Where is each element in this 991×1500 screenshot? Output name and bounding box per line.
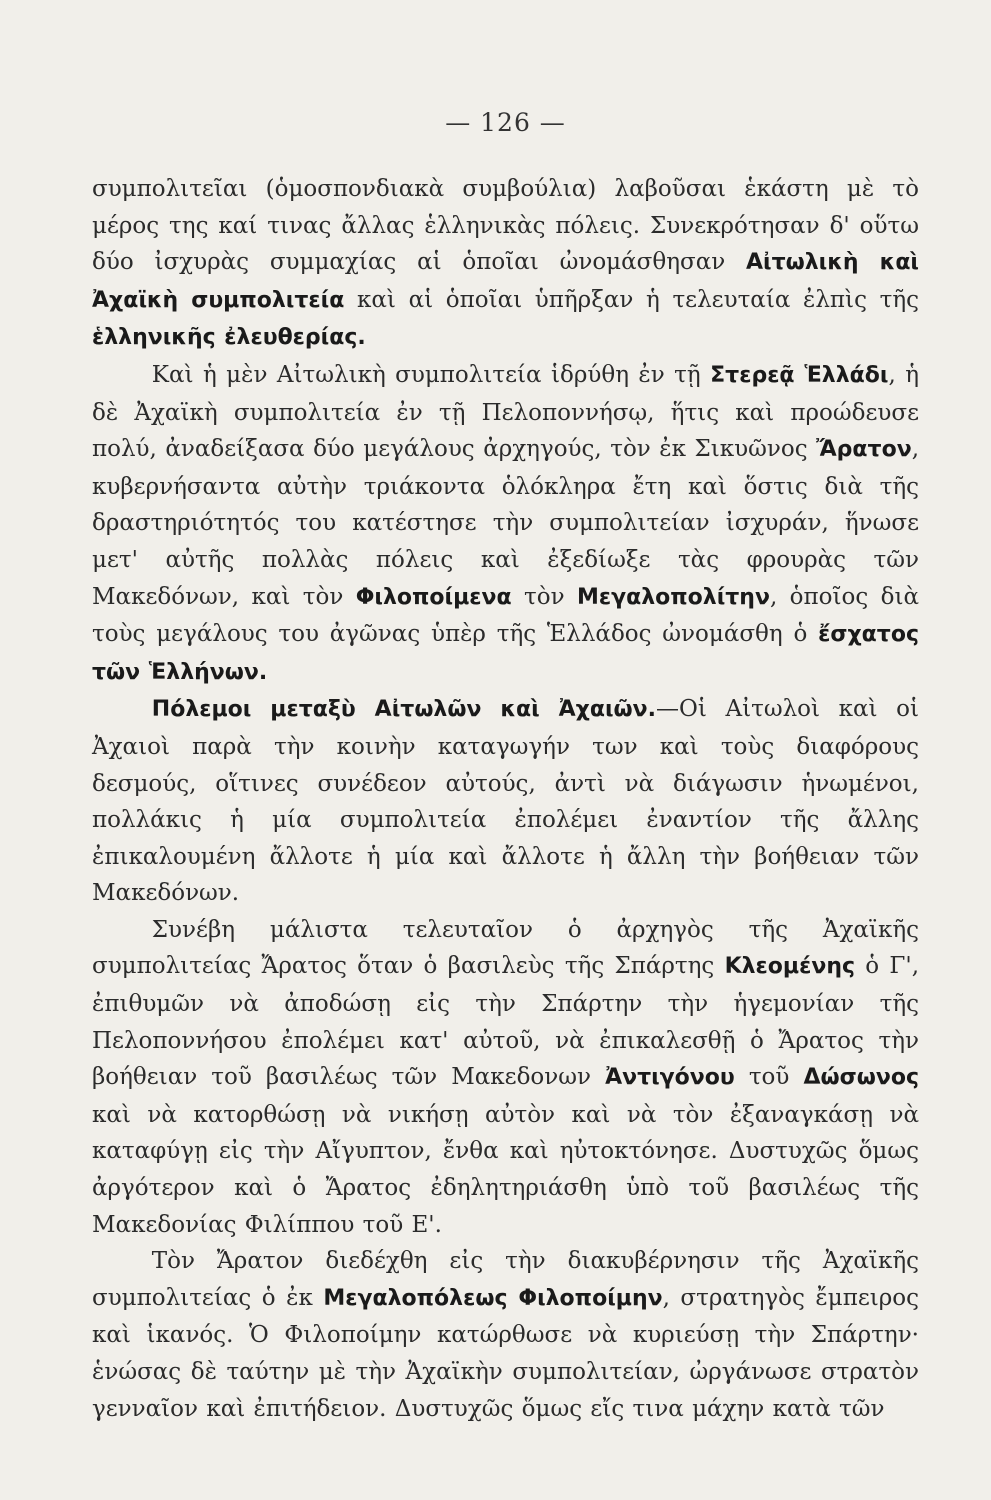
bold-term: Κλεομένης bbox=[724, 954, 856, 980]
text-run: , στρατηγὸς ἔμπειρος καὶ ἱκανός. Ὁ Φιλοποίμην κατώρθωσε νὰ κυριεύσῃ τὴν Σπάρτην· ἑνώσας δὲ ταύτην μὲ τὴν Ἀχαϊκὴν συμπολιτείαν, ὠργάνωσε στρατὸν γενναῖον καὶ ἐπιτήδειον. Δυστυχῶς ὅμως εἴς τινα μάχην κατὰ τῶν bbox=[92, 1284, 919, 1422]
text-run: , ἡ δὲ Ἀχαϊκὴ συμπολιτεία ἐν τῇ Πελοποννήσῳ, ἥτις καὶ προώδευσε πολύ, ἀναδείξασα δύο μεγάλους ἀρχηγούς, τὸν ἐκ Σικυῶνος bbox=[92, 361, 919, 463]
text-run: Καὶ ἡ μὲν Αἰτωλικὴ συμπολιτεία ἱδρύθη ἐν τῇ bbox=[151, 361, 711, 388]
bold-term: ἑλληνικῆς ἐλευθερίας. bbox=[92, 325, 366, 351]
bold-term: Ἄρατον bbox=[816, 437, 912, 463]
text-run: Συνέβη μάλιστα τελευταῖον ὁ ἀρχηγὸς τῆς Ἀχαϊκῆς συμπολιτείας Ἄρατος ὅταν ὁ βασιλεὺς τῆς Σπάρτης bbox=[92, 916, 919, 980]
text-run: καὶ νὰ κατορθώσῃ νὰ νικήσῃ αὐτὸν καὶ νὰ τὸν ἐξαναγκάσῃ νὰ καταφύγῃ εἰς τὴν Αἴγυπτον, ἔνθα καὶ ηὐτοκτόνησε. Δυστυχῶς ὅμως ἀργότερον καὶ ὁ Ἄρατος ἐδηλητηριάσθη ὑπὸ τοῦ βασιλέως τῆς Μακεδονίας Φιλίππου τοῦ Ε'. bbox=[92, 1101, 919, 1238]
section-heading: Πόλεμοι μεταξὺ Αἰτωλῶν καὶ Ἀχαιῶν. bbox=[151, 697, 657, 723]
text-run: συμπολιτεῖαι (ὁμοσπονδιακὰ συμβούλια) λαβοῦσαι ἑκάστη μὲ τὸ μέρος της καί τινας ἄλλας ἑλληνικὰς πόλεις. Συνεκρότησαν δ' οὕτω δύο ἰσχυρὰς συμμαχίας αἱ ὁποῖαι ὠνομάσθησαν bbox=[92, 176, 919, 276]
text-run: καὶ αἱ ὁποῖαι ὑπῆρξαν ἡ τελευταία ἐλπὶς τῆς bbox=[344, 286, 919, 313]
bold-term: Μεγαλοπολίτην bbox=[576, 584, 770, 610]
bold-term: ἔσχατος τῶν Ἑλλήνων. bbox=[92, 622, 919, 685]
bold-term: Στερεᾷ Ἑλλάδι bbox=[710, 362, 889, 388]
text-run: , κυβερνήσαντα αὐτὴν τριάκοντα ὁλόκληρα ἔτη καὶ ὅστις διὰ τῆς δραστηριότητός του κατέστησε τὴν συμπολιτείαν ἰσχυράν, ἥνωσε μετ' αὐτῆς πολλὰς πόλεις καὶ ἐξεδίωξε τὰς φρουρὰς τῶν Μακεδόνων, καὶ τὸν bbox=[92, 436, 919, 610]
bold-term: Δώσωνος bbox=[803, 1065, 919, 1091]
text-run: —Οἱ Αἰτωλοὶ καὶ οἱ Ἀχαιοὶ παρὰ τὴν κοινὴν καταγωγήν των καὶ τοὺς διαφόρους δεσμούς, οἵτινες συνέδεον αὐτούς, ἀντὶ νὰ διάγωσιν ἡνωμένοι, πολλάκις ἡ μία συμπολιτεία ἐπολέμει ἐναντίον τῆς ἄλλης ἐπικαλουμένη ἄλλοτε ἡ μία καὶ ἄλλοτε ἡ ἄλλη τὴν βοήθειαν τῶν Μακεδόνων. bbox=[92, 696, 920, 907]
text-run: τὸν bbox=[511, 583, 577, 610]
text-run: , ὁποῖος διὰ τοὺς μεγάλους του ἀγῶνας ὑπὲρ τῆς Ἑλλάδος ὠνομάσθη ὁ bbox=[92, 583, 919, 648]
page-number: — 126 — bbox=[445, 108, 566, 137]
text-run: ὁ Γ', ἐπιθυμῶν νὰ ἀποδώσῃ εἰς τὴν Σπάρτην τὴν ἡγεμονίαν τῆς Πελοποννήσου ἐπολέμει κατ' αὐτοῦ, νὰ ἐπικαλεσθῇ ὁ Ἄρατος τὴν βοήθειαν τοῦ βασιλέως τῶν Μακεδονων bbox=[92, 953, 920, 1091]
paragraph-3 bbox=[92, 691, 919, 912]
bold-term: Ἀντιγόνου bbox=[605, 1065, 735, 1091]
paragraph-5 bbox=[92, 1243, 919, 1427]
paragraph-2 bbox=[92, 357, 919, 691]
bold-term: Φιλοποίμενα bbox=[355, 584, 512, 610]
bold-term: Μεγαλοπόλεως Φιλοποίμην bbox=[323, 1285, 663, 1311]
text-run: τοῦ bbox=[734, 1064, 804, 1091]
paragraph-4 bbox=[92, 912, 919, 1243]
bold-term: Αἰτωλικὴ καὶ Ἀχαϊκὴ συμπολιτεία bbox=[92, 250, 919, 313]
paragraph-1 bbox=[92, 171, 919, 357]
text-run: Τὸν Ἄρατον διεδέχθη εἰς τὴν διακυβέρνησιν τῆς Ἀχαϊκῆς συμπολιτείας ὁ ἐκ bbox=[92, 1248, 919, 1311]
